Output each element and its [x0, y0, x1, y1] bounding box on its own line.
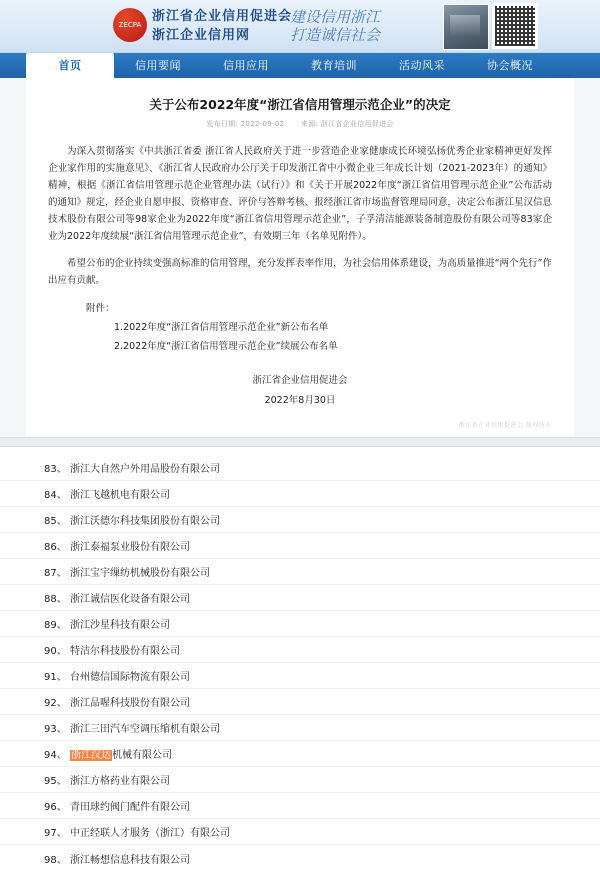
- list-item[interactable]: [0, 845, 600, 871]
- list-item-number: 92、: [44, 698, 67, 709]
- list-item[interactable]: [0, 611, 600, 637]
- nav-item-activities[interactable]: 活动风采: [399, 59, 445, 72]
- list-item-name: 浙江宝宇缫纺机械股份有限公司: [70, 568, 210, 579]
- page-divider: [0, 437, 600, 447]
- company-list: [0, 447, 600, 875]
- list-item-number: 93、: [44, 724, 67, 735]
- city-sculpture-photo: [443, 4, 489, 50]
- list-item-name: 浙江三田汽车空调压缩机有限公司: [70, 724, 220, 735]
- org-name-line1: 浙江省企业信用促进会: [152, 9, 293, 24]
- main-nav: [0, 53, 600, 78]
- attachment-link[interactable]: 1.2022年度“浙江省信用管理示范企业”新公布名单: [114, 322, 329, 333]
- publish-source: 来源: 浙江省企业信用促进会: [300, 120, 394, 128]
- copyright-note: 浙江省企业信用促进会 版权所有: [458, 422, 552, 429]
- list-item[interactable]: [0, 715, 600, 741]
- qr-code-icon[interactable]: [492, 3, 538, 49]
- list-item-number: 96、: [44, 802, 67, 813]
- list-item-selected[interactable]: [0, 741, 600, 767]
- list-item-number: 94、: [44, 750, 67, 761]
- page-title: 关于公布2022年度“浙江省信用管理示范企业”的决定: [149, 97, 451, 112]
- list-item-number: 95、: [44, 776, 67, 787]
- slogan-line2: 打造诚信社会: [290, 26, 381, 44]
- list-item[interactable]: [0, 559, 600, 585]
- list-item[interactable]: [0, 663, 600, 689]
- article-meta: [48, 119, 552, 129]
- list-item-number: 91、: [44, 672, 67, 683]
- list-item[interactable]: [0, 689, 600, 715]
- org-name-line2: 浙江企业信用网: [152, 28, 251, 43]
- site-header: [0, 0, 600, 53]
- list-item-number: 83、: [44, 464, 67, 475]
- list-item-name: 浙江品喔科技股份有限公司: [70, 698, 190, 709]
- list-item-number: 85、: [44, 516, 67, 527]
- list-item-name: 浙江方格药业有限公司: [70, 776, 170, 787]
- list-item-number: 89、: [44, 620, 67, 631]
- text-selection-highlight: 浙江汉达: [71, 750, 111, 761]
- list-item-name: 特洁尔科技股份有限公司: [70, 646, 180, 657]
- list-item[interactable]: [0, 819, 600, 845]
- list-item-name: 台州德信国际物流有限公司: [70, 672, 190, 683]
- list-item-name: 中正经联人才服务（浙江）有限公司: [70, 828, 230, 839]
- nav-item-credit-application[interactable]: 信用应用: [223, 59, 269, 72]
- list-item[interactable]: [0, 637, 600, 663]
- list-item-name: 浙江诚信医化设备有限公司: [70, 594, 190, 605]
- list-item-name: 浙江畅想信息科技有限公司: [70, 854, 190, 866]
- article-paragraph: 为深入贯彻落实《中共浙江省委 浙江省人民政府关于进一步营造企业家健康成长环境弘扬优秀企业家精神更好发挥企业家作用的实施意见》、《浙江省人民政府办公厅关于印发浙江省中小微企业三年成长计划（2021-2023年）的通知》精神，根据《浙江省信用管理示范企业管理办法（试行）》和《关于开展2022年度“浙江省信用管理示范企业”公布活动的通知》规定，经企业自愿申报、资格审查、评价与答辩考核、报经浙江省市场监督管理局同意，决定公布浙江星汉信息技术股份有限公司等98家企业为2022年度“浙江省信用管理示范企业”，子孚清洁能源装备制造股份有限公司等83家企业为2022年度续展“浙江省信用管理示范企业”，有效期三年（名单见附件）。: [48, 146, 552, 242]
- list-item-number: 97、: [44, 828, 67, 839]
- list-item-number: 84、: [44, 490, 67, 501]
- qr-code-pattern: [495, 6, 535, 46]
- header-inner: [0, 0, 600, 52]
- list-item[interactable]: [0, 767, 600, 793]
- article-paragraph: 希望公布的企业持续变强高标准的信用管理，充分发挥表率作用，为社会信用体系建设，为高质量推进“两个先行”作出应有贡献。: [48, 258, 552, 286]
- calligraphy-slogan: [290, 8, 440, 44]
- list-item[interactable]: [0, 585, 600, 611]
- list-item[interactable]: [0, 455, 600, 481]
- nav-item-about-association[interactable]: 协会概况: [487, 59, 533, 72]
- slogan-line1: 建设信用浙江: [290, 8, 381, 26]
- list-item-number: 98、: [44, 854, 67, 866]
- nav-item-credit-news[interactable]: 信用要闻: [135, 59, 181, 72]
- list-item-name: 青田球约阀门配件有限公司: [70, 802, 190, 813]
- list-item-name: [70, 746, 172, 761]
- list-item-number: 90、: [44, 646, 67, 657]
- publish-date: 发布日期: 2022-09-02: [206, 120, 285, 128]
- list-item-number: 88、: [44, 594, 67, 605]
- signature-org: 浙江省企业信用促进会: [252, 375, 348, 386]
- list-item-name: 浙江泰福泵业股份有限公司: [70, 542, 190, 553]
- signature-block: [48, 372, 552, 410]
- nav-item-home[interactable]: 首页: [26, 53, 114, 78]
- list-item[interactable]: [0, 481, 600, 507]
- list-item-number: 87、: [44, 568, 67, 579]
- list-item[interactable]: [0, 507, 600, 533]
- nav-item-education-training[interactable]: 教育培训: [311, 59, 357, 72]
- list-item-name: 浙江大自然户外用品股份有限公司: [70, 464, 220, 475]
- site-logo-text: [152, 7, 292, 45]
- article-sheet: [26, 78, 574, 437]
- list-item[interactable]: [0, 793, 600, 819]
- list-item[interactable]: [0, 533, 600, 559]
- list-item-number: 86、: [44, 542, 67, 553]
- zecpa-circular-seal-icon: ZECPA: [113, 8, 147, 42]
- attachment-label: 附件：: [86, 303, 115, 314]
- list-item-name: 浙江沃德尔科技集团股份有限公司: [70, 516, 220, 527]
- list-item-name: 浙江沙星科技有限公司: [70, 620, 170, 631]
- list-item-name-rest: 机械有限公司: [112, 750, 172, 761]
- attachment-link[interactable]: 2.2022年度“浙江省信用管理示范企业”续展公布名单: [114, 341, 338, 352]
- list-item-name: 浙江飞越机电有限公司: [70, 490, 170, 501]
- signature-date: 2022年8月30日: [264, 395, 336, 406]
